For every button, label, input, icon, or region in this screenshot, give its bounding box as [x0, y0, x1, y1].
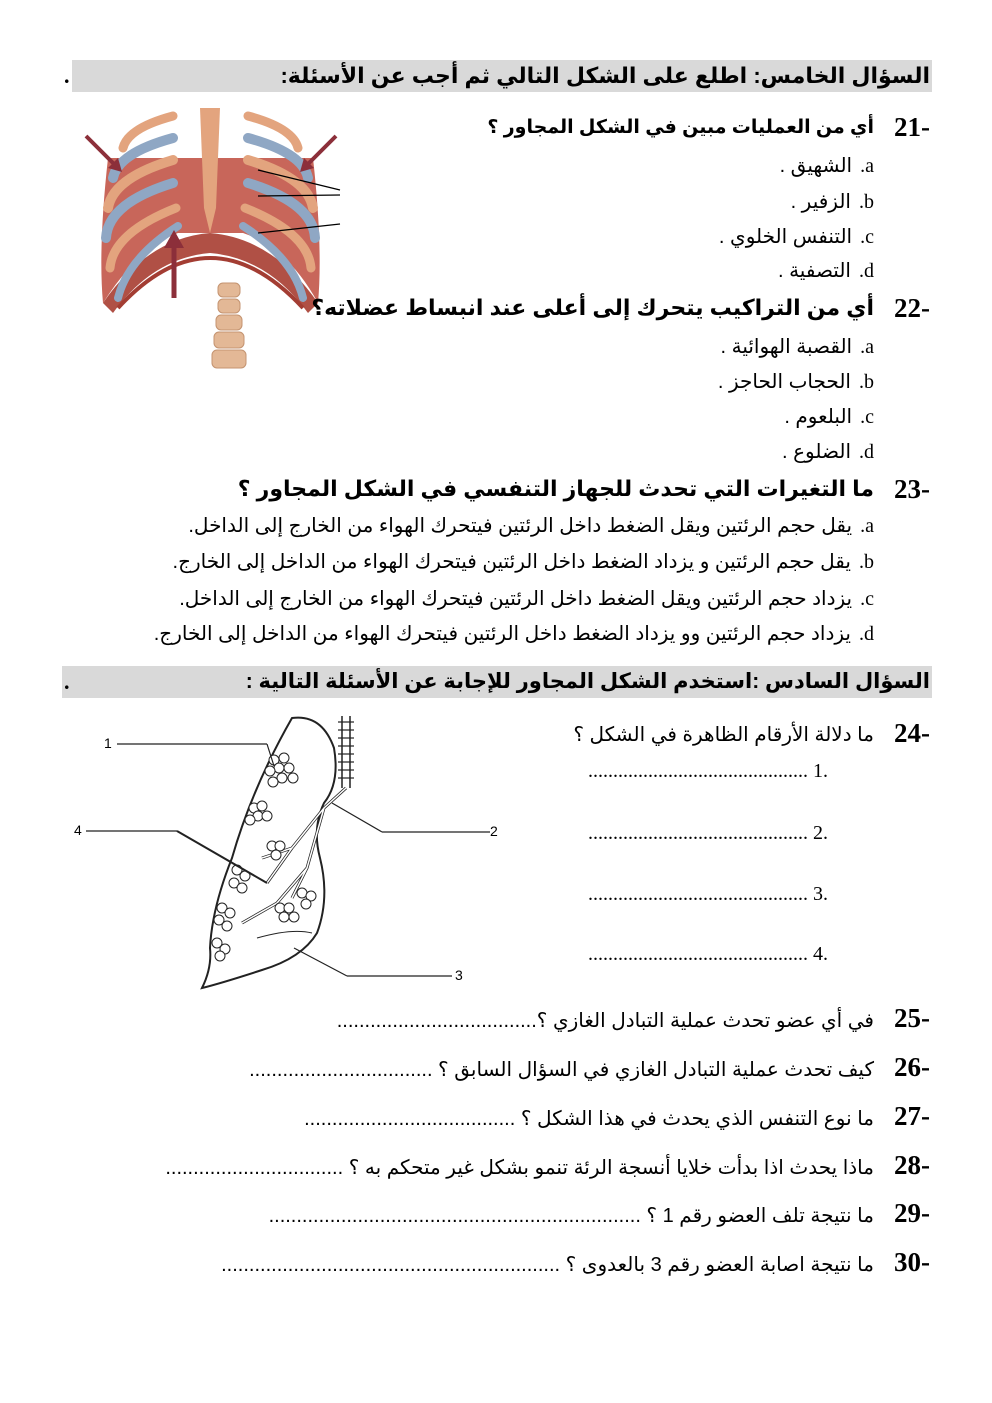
q23-text: ما التغيرات التي تحدث للجهاز التنفسي في الشكل المجاور ؟ — [237, 476, 874, 501]
q25-text[interactable]: في أي عضو تحدث عملية التبادل الغازي ؟.................................... — [336, 1010, 874, 1032]
section5-title: السؤال الخامس: اطلع على الشكل التالي ثم أجب عن الأسئلة: — [280, 63, 930, 88]
q23-option-d[interactable]: d.يزداد حجم الرئتين وو يزداد الضغط داخل الرئتين فيتحرك الهواء من الداخل إلى الخارج. — [153, 623, 874, 645]
q23-option-a[interactable]: a.يقل حجم الرئتين ويقل الضغط داخل الرئتين فيتحرك الهواء من الخارج إلى الداخل. — [188, 515, 874, 537]
q21-option-b[interactable]: b.الزفير . — [790, 191, 874, 213]
q28-number: 28- — [894, 1150, 930, 1180]
q23-number: 23- — [894, 474, 930, 504]
section6-dot: . — [64, 669, 70, 694]
q24-blank-3[interactable]: ............................................ 3. — [588, 883, 828, 905]
q21-text: أي من العمليات مبين في الشكل المجاور ؟ — [487, 117, 874, 138]
q26-number: 26- — [894, 1052, 930, 1082]
q21-option-d[interactable]: d.التصفية . — [777, 260, 874, 282]
q27-text[interactable]: ما نوع التنفس الذي يحدث في هذا الشكل ؟ ...................................... — [304, 1108, 874, 1130]
q24-blank-1[interactable]: ............................................ 1. — [588, 760, 828, 782]
ribcage-diaphragm-figure — [78, 98, 343, 373]
q30-number: 30- — [894, 1247, 930, 1277]
q21-option-a[interactable]: a.الشهيق . — [779, 155, 874, 177]
q24-blank-4[interactable]: ............................................ 4. — [588, 943, 828, 965]
q22-number: 22- — [894, 293, 930, 323]
section6-title: السؤال السادس :استخدم الشكل المجاور للإجابة عن الأسئلة التالية : — [245, 670, 930, 693]
lung-label-3: 3 — [455, 967, 463, 983]
q23-option-b[interactable]: b.يقل حجم الرئتين و يزداد الضغط داخل الرئتين فيتحرك الهواء من الداخل إلى الخارج. — [172, 551, 874, 573]
q29-number: 29- — [894, 1198, 930, 1228]
q24-text: ما دلالة الأرقام الظاهرة في الشكل ؟ — [573, 724, 874, 746]
q27-number: 27- — [894, 1101, 930, 1131]
lung-label-2: 2 — [490, 823, 498, 839]
lung-diagram — [62, 708, 502, 1008]
q24-number: 24- — [894, 718, 930, 748]
q26-text[interactable]: كيف تحدث عملية التبادل الغازي في السؤال السابق ؟ ................................. — [249, 1059, 874, 1081]
section5-dot: . — [64, 63, 70, 88]
q22-text: أي من التراكيب يتحرك إلى أعلى عند انبساط عضلاته؟ — [311, 295, 874, 320]
q22-option-c[interactable]: c.البلعوم . — [784, 406, 874, 428]
q21-number: 21- — [894, 112, 930, 142]
lung-label-4: 4 — [74, 822, 82, 838]
q30-text[interactable]: ما نتيجة اصابة العضو رقم 3 بالعدوى ؟ ............................................................. — [221, 1254, 874, 1276]
q29-text[interactable]: ما نتيجة تلف العضو رقم 1 ؟ ................................................................... — [268, 1205, 874, 1227]
q21-option-c[interactable]: c.التنفس الخلوي . — [718, 226, 874, 248]
lung-label-1: 1 — [104, 735, 112, 751]
q22-option-a[interactable]: a.القصبة الهوائية . — [720, 336, 874, 358]
q23-option-c[interactable]: c.يزداد حجم الرئتين ويقل الضغط داخل الرئتين فيتحرك الهواء من الخارج إلى الداخل. — [179, 588, 874, 610]
q25-number: 25- — [894, 1003, 930, 1033]
q24-blank-2[interactable]: ............................................ 2. — [588, 822, 828, 844]
q28-text[interactable]: ماذا يحدث اذا بدأت خلايا أنسجة الرئة تنمو بشكل غير متحكم به ؟ ................................ — [165, 1157, 874, 1179]
q22-option-b[interactable]: b.الحجاب الحاجز . — [717, 371, 874, 393]
q22-option-d[interactable]: d.الضلوع . — [782, 441, 874, 463]
